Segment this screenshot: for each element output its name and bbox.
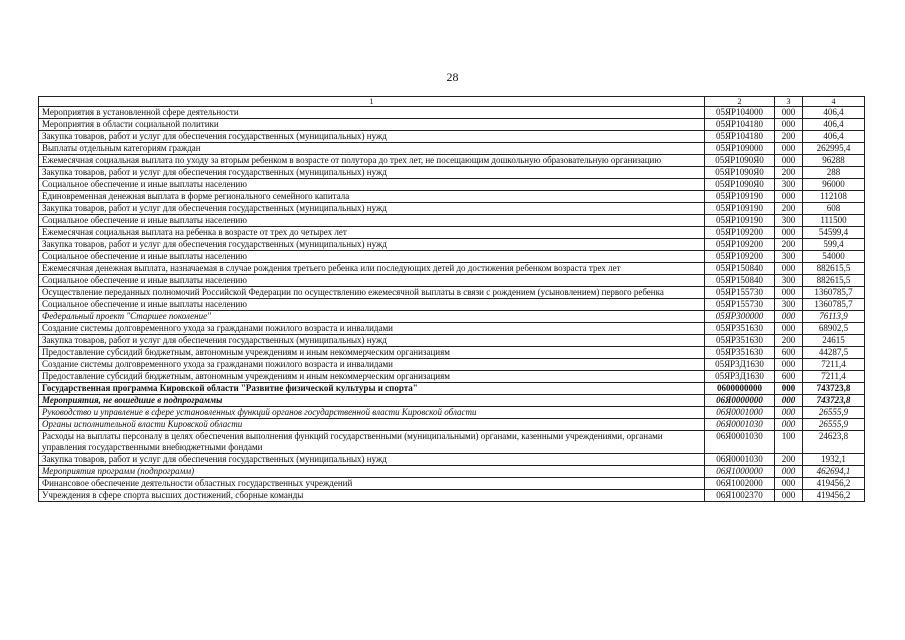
row-code-cell: 05ЯР104180 (705, 119, 775, 131)
row-code-cell: 06Я1000000 (705, 466, 775, 478)
row-expense-type-cell: 600 (775, 371, 803, 383)
table-row (39, 371, 865, 383)
table-row (39, 179, 865, 191)
row-code-cell: 05ЯР109200 (705, 239, 775, 251)
column-header-row (39, 97, 865, 107)
row-expense-type-cell: 100 (775, 431, 803, 454)
table-row (39, 431, 865, 454)
row-name-cell: Создание системы долговременного ухода за гражданами пожилого возраста и инвалидами (39, 359, 705, 371)
row-expense-type-cell: 600 (775, 347, 803, 359)
row-code-cell: 05ЯР109190 (705, 203, 775, 215)
row-name-cell: Социальное обеспечение и иные выплаты населению (39, 251, 705, 263)
row-expense-type-cell: 200 (775, 167, 803, 179)
row-expense-type-cell: 000 (775, 383, 803, 395)
row-amount-cell: 743723,8 (803, 383, 865, 395)
row-expense-type-cell: 000 (775, 287, 803, 299)
row-name-cell: Расходы на выплаты персоналу в целях обеспечения выполнения функций государственными (муниципальными) органами, казенными учреждениями, органами управления государственными внебюджетными фондами (39, 431, 705, 454)
row-amount-cell: 76113,9 (803, 311, 865, 323)
table-row (39, 347, 865, 359)
table-row (39, 466, 865, 478)
row-expense-type-cell: 000 (775, 395, 803, 407)
table-row (39, 490, 865, 502)
table-row (39, 287, 865, 299)
row-amount-cell: 112108 (803, 191, 865, 203)
row-code-cell: 05ЯР3Д1630 (705, 359, 775, 371)
row-name-cell: Закупка товаров, работ и услуг для обеспечения государственных (муниципальных) нужд (39, 167, 705, 179)
row-name-cell: Осуществление переданных полномочий Российской Федерации по осуществлению ежемесячной выплаты в связи с рождением (усыновлением) первого ребенка (39, 287, 705, 299)
table-row (39, 275, 865, 287)
row-name-cell: Предоставление субсидий бюджетным, автономным учреждениям и иным некоммерческим организациям (39, 347, 705, 359)
row-name-cell: Закупка товаров, работ и услуг для обеспечения государственных (муниципальных) нужд (39, 454, 705, 466)
row-expense-type-cell: 000 (775, 119, 803, 131)
row-amount-cell: 743723,8 (803, 395, 865, 407)
row-code-cell: 05ЯР351630 (705, 347, 775, 359)
table-row (39, 119, 865, 131)
table-row (39, 407, 865, 419)
row-name-cell: Ежемесячная социальная выплата на ребенка в возрасте от трех до четырех лет (39, 227, 705, 239)
row-code-cell: 05ЯР150840 (705, 275, 775, 287)
row-name-cell: Мероприятия в установленной сфере деятельности (39, 107, 705, 119)
row-amount-cell: 68902,5 (803, 323, 865, 335)
table-row (39, 251, 865, 263)
row-name-cell: Государственная программа Кировской области "Развитие физической культуры и спорта" (39, 383, 705, 395)
row-code-cell: 05ЯР351630 (705, 335, 775, 347)
table-row (39, 239, 865, 251)
row-name-cell: Финансовое обеспечение деятельности областных государственных учреждений (39, 478, 705, 490)
row-code-cell: 06Я0000000 (705, 395, 775, 407)
row-expense-type-cell: 000 (775, 263, 803, 275)
row-amount-cell: 419456,2 (803, 478, 865, 490)
budget-table (38, 96, 865, 502)
row-name-cell: Единовременная денежная выплата в форме регионального семейного капитала (39, 191, 705, 203)
table-row (39, 454, 865, 466)
row-amount-cell: 1360785,7 (803, 287, 865, 299)
row-code-cell: 06Я0001030 (705, 419, 775, 431)
table-row (39, 131, 865, 143)
column-header-1: 1 (39, 97, 705, 107)
row-expense-type-cell: 000 (775, 227, 803, 239)
table-row (39, 419, 865, 431)
row-expense-type-cell: 300 (775, 299, 803, 311)
row-name-cell: Социальное обеспечение и иные выплаты населению (39, 215, 705, 227)
row-amount-cell: 24623,8 (803, 431, 865, 454)
row-name-cell: Учреждения в сфере спорта высших достижений, сборные команды (39, 490, 705, 502)
row-amount-cell: 44287,5 (803, 347, 865, 359)
row-name-cell: Мероприятия, не вошедшие в подпрограммы (39, 395, 705, 407)
row-amount-cell: 7211,4 (803, 371, 865, 383)
row-name-cell: Руководство и управление в сфере установленных функций органов государственной власти Кировской области (39, 407, 705, 419)
row-name-cell: Создание системы долговременного ухода за гражданами пожилого возраста и инвалидами (39, 323, 705, 335)
table-row (39, 107, 865, 119)
row-amount-cell: 24615 (803, 335, 865, 347)
row-code-cell: 05ЯР104000 (705, 107, 775, 119)
row-amount-cell: 26555,9 (803, 419, 865, 431)
row-code-cell: 06Я1002000 (705, 478, 775, 490)
row-amount-cell: 1360785,7 (803, 299, 865, 311)
row-amount-cell: 54000 (803, 251, 865, 263)
table-row (39, 143, 865, 155)
row-amount-cell: 96000 (803, 179, 865, 191)
row-amount-cell: 406,4 (803, 131, 865, 143)
table-row (39, 311, 865, 323)
row-expense-type-cell: 000 (775, 490, 803, 502)
row-name-cell: Ежемесячная денежная выплата, назначаемая в случае рождения третьего ребенка или последующих детей до достижения ребенком возраста трех лет (39, 263, 705, 275)
row-expense-type-cell: 000 (775, 407, 803, 419)
table-row (39, 191, 865, 203)
row-code-cell: 06Я0001030 (705, 454, 775, 466)
row-name-cell: Мероприятия в области социальной политики (39, 119, 705, 131)
row-amount-cell: 419456,2 (803, 490, 865, 502)
table-row (39, 383, 865, 395)
page-number: 28 (446, 70, 459, 84)
row-expense-type-cell: 000 (775, 107, 803, 119)
row-amount-cell: 54599,4 (803, 227, 865, 239)
row-code-cell: 05ЯР109000 (705, 143, 775, 155)
table-row (39, 263, 865, 275)
table-row (39, 167, 865, 179)
row-expense-type-cell: 200 (775, 335, 803, 347)
row-amount-cell: 1932,1 (803, 454, 865, 466)
row-code-cell: 0600000000 (705, 383, 775, 395)
row-amount-cell: 406,4 (803, 107, 865, 119)
table-row (39, 203, 865, 215)
row-expense-type-cell: 000 (775, 478, 803, 490)
row-code-cell: 05ЯР109200 (705, 251, 775, 263)
row-code-cell: 06Я0001030 (705, 431, 775, 454)
row-expense-type-cell: 300 (775, 251, 803, 263)
row-name-cell: Выплаты отдельным категориям граждан (39, 143, 705, 155)
row-expense-type-cell: 000 (775, 419, 803, 431)
column-header-2: 2 (705, 97, 775, 107)
row-code-cell: 05ЯР109190 (705, 191, 775, 203)
table-row (39, 155, 865, 167)
table-row (39, 215, 865, 227)
row-expense-type-cell: 200 (775, 131, 803, 143)
table-row (39, 227, 865, 239)
row-name-cell: Закупка товаров, работ и услуг для обеспечения государственных (муниципальных) нужд (39, 335, 705, 347)
row-amount-cell: 262995,4 (803, 143, 865, 155)
row-name-cell: Социальное обеспечение и иные выплаты населению (39, 299, 705, 311)
row-code-cell: 05ЯР1090Я0 (705, 155, 775, 167)
row-expense-type-cell: 300 (775, 215, 803, 227)
table-row (39, 323, 865, 335)
row-expense-type-cell: 300 (775, 275, 803, 287)
row-name-cell: Органы исполнительной власти Кировской области (39, 419, 705, 431)
row-expense-type-cell: 000 (775, 143, 803, 155)
row-amount-cell: 26555,9 (803, 407, 865, 419)
row-amount-cell: 462694,1 (803, 466, 865, 478)
table-row (39, 359, 865, 371)
row-code-cell: 05ЯР109200 (705, 227, 775, 239)
row-name-cell: Закупка товаров, работ и услуг для обеспечения государственных (муниципальных) нужд (39, 131, 705, 143)
column-header-3: 3 (775, 97, 803, 107)
table-row (39, 299, 865, 311)
row-amount-cell: 882615,5 (803, 275, 865, 287)
row-code-cell: 05ЯР1090Я0 (705, 179, 775, 191)
row-amount-cell: 96288 (803, 155, 865, 167)
table-row (39, 478, 865, 490)
row-name-cell: Мероприятия программ (подпрограмм) (39, 466, 705, 478)
row-code-cell: 05ЯР150840 (705, 263, 775, 275)
row-code-cell: 05ЯР300000 (705, 311, 775, 323)
row-name-cell: Закупка товаров, работ и услуг для обеспечения государственных (муниципальных) нужд (39, 239, 705, 251)
row-code-cell: 05ЯР3Д1630 (705, 371, 775, 383)
row-expense-type-cell: 000 (775, 359, 803, 371)
row-expense-type-cell: 300 (775, 179, 803, 191)
row-amount-cell: 111500 (803, 215, 865, 227)
row-code-cell: 06Я1002370 (705, 490, 775, 502)
row-amount-cell: 882615,5 (803, 263, 865, 275)
row-code-cell: 05ЯР155730 (705, 299, 775, 311)
row-code-cell: 05ЯР155730 (705, 287, 775, 299)
row-expense-type-cell: 000 (775, 311, 803, 323)
row-code-cell: 05ЯР109190 (705, 215, 775, 227)
row-expense-type-cell: 200 (775, 454, 803, 466)
row-code-cell: 05ЯР1090Я0 (705, 167, 775, 179)
row-expense-type-cell: 000 (775, 191, 803, 203)
row-amount-cell: 608 (803, 203, 865, 215)
row-amount-cell: 599,4 (803, 239, 865, 251)
row-amount-cell: 288 (803, 167, 865, 179)
row-name-cell: Закупка товаров, работ и услуг для обеспечения государственных (муниципальных) нужд (39, 203, 705, 215)
row-code-cell: 05ЯР104180 (705, 131, 775, 143)
row-name-cell: Социальное обеспечение и иные выплаты населению (39, 275, 705, 287)
row-name-cell: Ежемесячная социальная выплата по уходу за вторым ребенком в возрасте от полутора до трех лет, не посещающим дошкольную образовательную организацию (39, 155, 705, 167)
row-name-cell: Социальное обеспечение и иные выплаты населению (39, 179, 705, 191)
row-code-cell: 06Я0001000 (705, 407, 775, 419)
row-amount-cell: 7211,4 (803, 359, 865, 371)
row-expense-type-cell: 000 (775, 466, 803, 478)
row-code-cell: 05ЯР351630 (705, 323, 775, 335)
row-expense-type-cell: 000 (775, 155, 803, 167)
row-expense-type-cell: 200 (775, 203, 803, 215)
table-row (39, 395, 865, 407)
row-name-cell: Предоставление субсидий бюджетным, автономным учреждениям и иным некоммерческим организациям (39, 371, 705, 383)
row-amount-cell: 406,4 (803, 119, 865, 131)
row-expense-type-cell: 000 (775, 323, 803, 335)
column-header-4: 4 (803, 97, 865, 107)
table-row (39, 335, 865, 347)
row-expense-type-cell: 200 (775, 239, 803, 251)
row-name-cell: Федеральный проект "Старшее поколение" (39, 311, 705, 323)
